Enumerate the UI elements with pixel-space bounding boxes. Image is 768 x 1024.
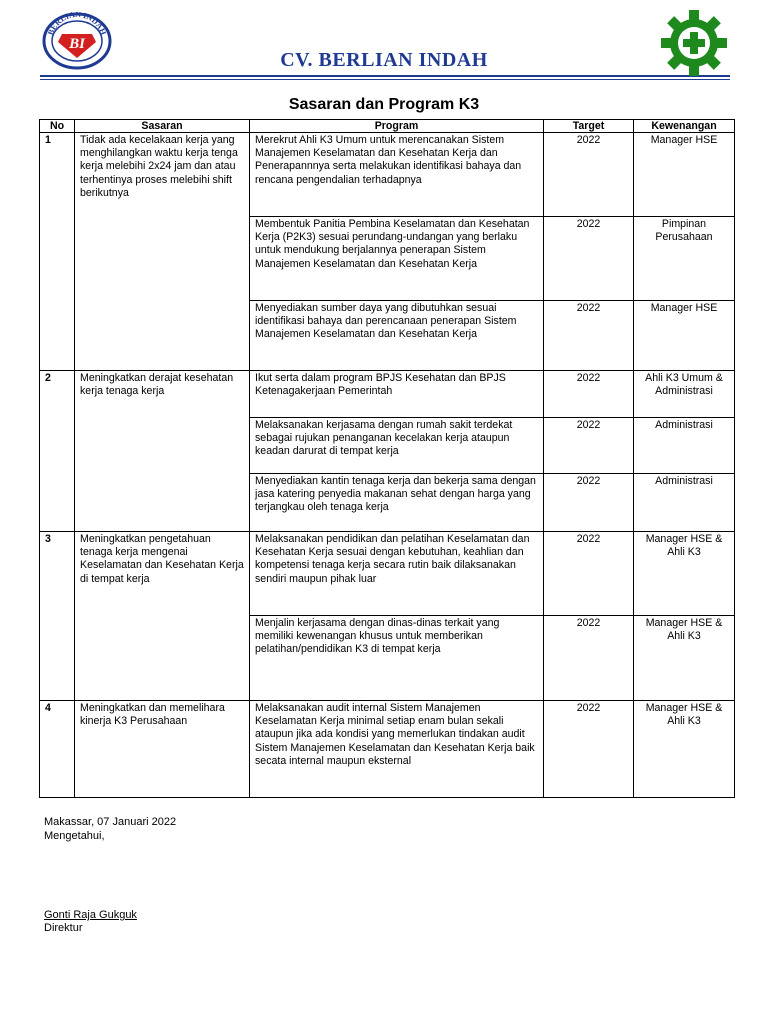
sasaran-cell: Meningkatkan dan memelihara kinerja K3 Perusahaan (75, 701, 250, 798)
target-cell: 2022 (544, 701, 634, 798)
target-cell: 2022 (544, 616, 634, 701)
target-cell: 2022 (544, 371, 634, 418)
sasaran-cell: Tidak ada kecelakaan kerja yang menghilangkan waktu kerja tenga kerja melebihi 2x24 jam dan atau terhentinya proses melebihi shift berikutnya (75, 133, 250, 371)
row-number: 2 (40, 371, 75, 532)
document-title: Sasaran dan Program K3 (288, 96, 480, 113)
kewenangan-cell: Manager HSE & Ahli K3 (634, 701, 735, 798)
row-number: 4 (40, 701, 75, 798)
header-divider (40, 75, 730, 77)
program-cell: Melaksanakan pendidikan dan pelatihan Keselamatan dan Kesehatan Kerja sesuai dengan kebutuhan, keahlian dan kompetensi tenaga kerja secara rutin baik dilaksanakan sendiri maupun pihak luar (250, 532, 544, 616)
sasaran-cell: Meningkatkan derajat kesehatan kerja tenaga kerja (75, 371, 250, 532)
kewenangan-cell: Manager HSE (634, 301, 735, 371)
signer-title: Direktur (44, 922, 83, 934)
signer-name: Gonti Raja Gukguk (44, 909, 137, 921)
program-cell: Menyediakan kantin tenaga kerja dan bekerja sama dengan jasa katering penyedia makanan sehat dengan harga yang terjangkau oleh tenaga kerja (250, 474, 544, 532)
header-program: Program (250, 120, 544, 133)
k3-program-table (39, 119, 735, 798)
kewenangan-cell: Administrasi (634, 474, 735, 532)
header-no: No (40, 120, 75, 133)
program-cell: Melaksanakan audit internal Sistem Manajemen Keselamatan Kerja minimal setiap enam bulan sekali ataupun jika ada kondisi yang memerlukan tindakan audit Sistem Manajemen Keselamatan dan Kesehatan Kerja baik secata internal maupun eksternal (250, 701, 544, 798)
kewenangan-cell: Pimpinan Perusahaan (634, 217, 735, 301)
header-kewenangan: Kewenangan (634, 120, 735, 133)
table-header-row (40, 120, 735, 133)
program-cell: Membentuk Panitia Pembina Keselamatan dan Kesehatan Kerja (P2K3) sesuai perundang-undangan yang berlaku untuk mendukung berjalannya penerapan Sistem Manajemen Keselamatan dan Kesehatan Kerja (250, 217, 544, 301)
kewenangan-cell: Ahli K3 Umum & Administrasi (634, 371, 735, 418)
target-cell: 2022 (544, 474, 634, 532)
table-row (40, 701, 735, 798)
row-number: 3 (40, 532, 75, 701)
program-cell: Menjalin kerjasama dengan dinas-dinas terkait yang memiliki kewenangan khusus untuk memberikan pelatihan/pendidikan K3 di tempat kerja (250, 616, 544, 701)
sasaran-cell: Meningkatkan pengetahuan tenaga kerja mengenai Keselamatan dan Kesehatan Kerja di tempat kerja (75, 532, 250, 701)
header-divider-thin (40, 79, 730, 80)
logo-mark: BI (69, 36, 85, 52)
place-date: Makassar, 07 Januari 2022 (44, 816, 177, 828)
k3-gear-cross-icon (659, 8, 729, 78)
program-cell: Menyediakan sumber daya yang dibutuhkan sesuai identifikasi bahaya dan perencanaan penerapan Sistem Manajemen Keselamatan dan Kesehatan Kerja (250, 301, 544, 371)
kewenangan-cell: Administrasi (634, 418, 735, 474)
program-cell: Melaksanakan kerjasama dengan rumah sakit terdekat sebagai rujukan penanganan kecelakan kerja ataupun keadan darurat di tempat kerja (250, 418, 544, 474)
target-cell: 2022 (544, 532, 634, 616)
program-cell: Merekrut Ahli K3 Umum untuk merencanakan Sistem Manajemen Keselamatan dan Kesehatan Kerja dan Penerapannnya serta melakukan identifikasi bahaya dan rencana pengendalian terhadapnya (250, 133, 544, 217)
target-cell: 2022 (544, 133, 634, 217)
header-sasaran: Sasaran (75, 120, 250, 133)
target-cell: 2022 (544, 418, 634, 474)
kewenangan-cell: Manager HSE & Ahli K3 (634, 532, 735, 616)
table-row (40, 371, 735, 418)
kewenangan-cell: Manager HSE & Ahli K3 (634, 616, 735, 701)
table-row (40, 532, 735, 616)
target-cell: 2022 (544, 217, 634, 301)
acknowledged-label: Mengetahui, (44, 830, 105, 842)
table-row (40, 133, 735, 217)
target-cell: 2022 (544, 301, 634, 371)
header-target: Target (544, 120, 634, 133)
row-number: 1 (40, 133, 75, 371)
logo-ring-text: BERLIAN INDAH (46, 12, 108, 37)
company-name: CV. BERLIAN INDAH (280, 49, 488, 71)
program-cell: Ikut serta dalam program BPJS Kesehatan dan BPJS Ketenagakerjaan Pemerintah (250, 371, 544, 418)
kewenangan-cell: Manager HSE (634, 133, 735, 217)
